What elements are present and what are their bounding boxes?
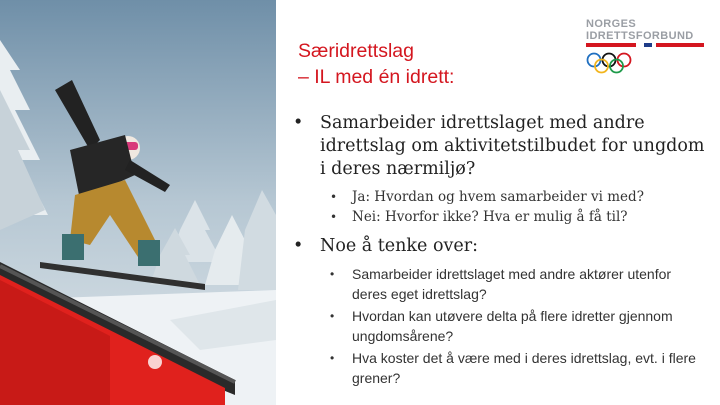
sub-bullet bbox=[330, 207, 708, 227]
sub-bullet-dot: • bbox=[330, 210, 338, 224]
bullet-1-sublist bbox=[330, 187, 708, 227]
bullet-2 bbox=[288, 235, 708, 258]
bullet-2-sublist bbox=[330, 264, 708, 388]
title-line-1: Særidrettslag bbox=[298, 40, 414, 62]
flag-stripe-icon bbox=[586, 43, 704, 47]
sub-bullet-dot: • bbox=[330, 351, 335, 365]
bullet-2-text: Noe å tenke over: bbox=[320, 236, 478, 256]
olympic-rings-icon bbox=[586, 52, 636, 76]
sub-bullet-text: Samarbeider idrettslaget med andre aktører utenfor deres eget idrettslag? bbox=[352, 266, 672, 302]
slide-body bbox=[288, 112, 708, 396]
title-line-2: – IL med én idrett: bbox=[298, 66, 455, 88]
sub-bullet-dot: • bbox=[330, 190, 338, 204]
logo-text-norges: NORGES bbox=[586, 18, 637, 30]
bullet-1-text: Samarbeider idrettslaget med andre idrettslag om aktivitetstilbudet for ungdom i deres nærmiljø? bbox=[320, 113, 705, 179]
sub-bullet bbox=[330, 264, 708, 304]
sub-bullet bbox=[330, 306, 708, 346]
bullet-1 bbox=[288, 112, 708, 181]
bullet-dot: • bbox=[293, 236, 304, 256]
sub-bullet-text: Ja: Hvordan og hvem samarbeider vi med? bbox=[352, 189, 644, 205]
snowboarder-photo bbox=[0, 0, 276, 405]
sub-bullet bbox=[330, 348, 708, 388]
logo-text-idrettsforbund: IDRETTSFORBUND bbox=[586, 30, 694, 42]
sub-bullet-text: Hva koster det å være med i deres idrettslag, evt. i flere grener? bbox=[352, 350, 696, 386]
sub-bullet-dot: • bbox=[330, 309, 335, 323]
sub-bullet bbox=[330, 187, 708, 207]
sub-bullet-text: Nei: Hvorfor ikke? Hva er mulig å få til? bbox=[352, 209, 628, 225]
sub-bullet-dot: • bbox=[330, 267, 335, 281]
bullet-dot: • bbox=[293, 113, 304, 133]
slide-title bbox=[298, 38, 454, 90]
nif-logo bbox=[586, 18, 704, 78]
sub-bullet-text: Hvordan kan utøvere delta på flere idretter gjennom ungdomsårene? bbox=[352, 308, 673, 344]
